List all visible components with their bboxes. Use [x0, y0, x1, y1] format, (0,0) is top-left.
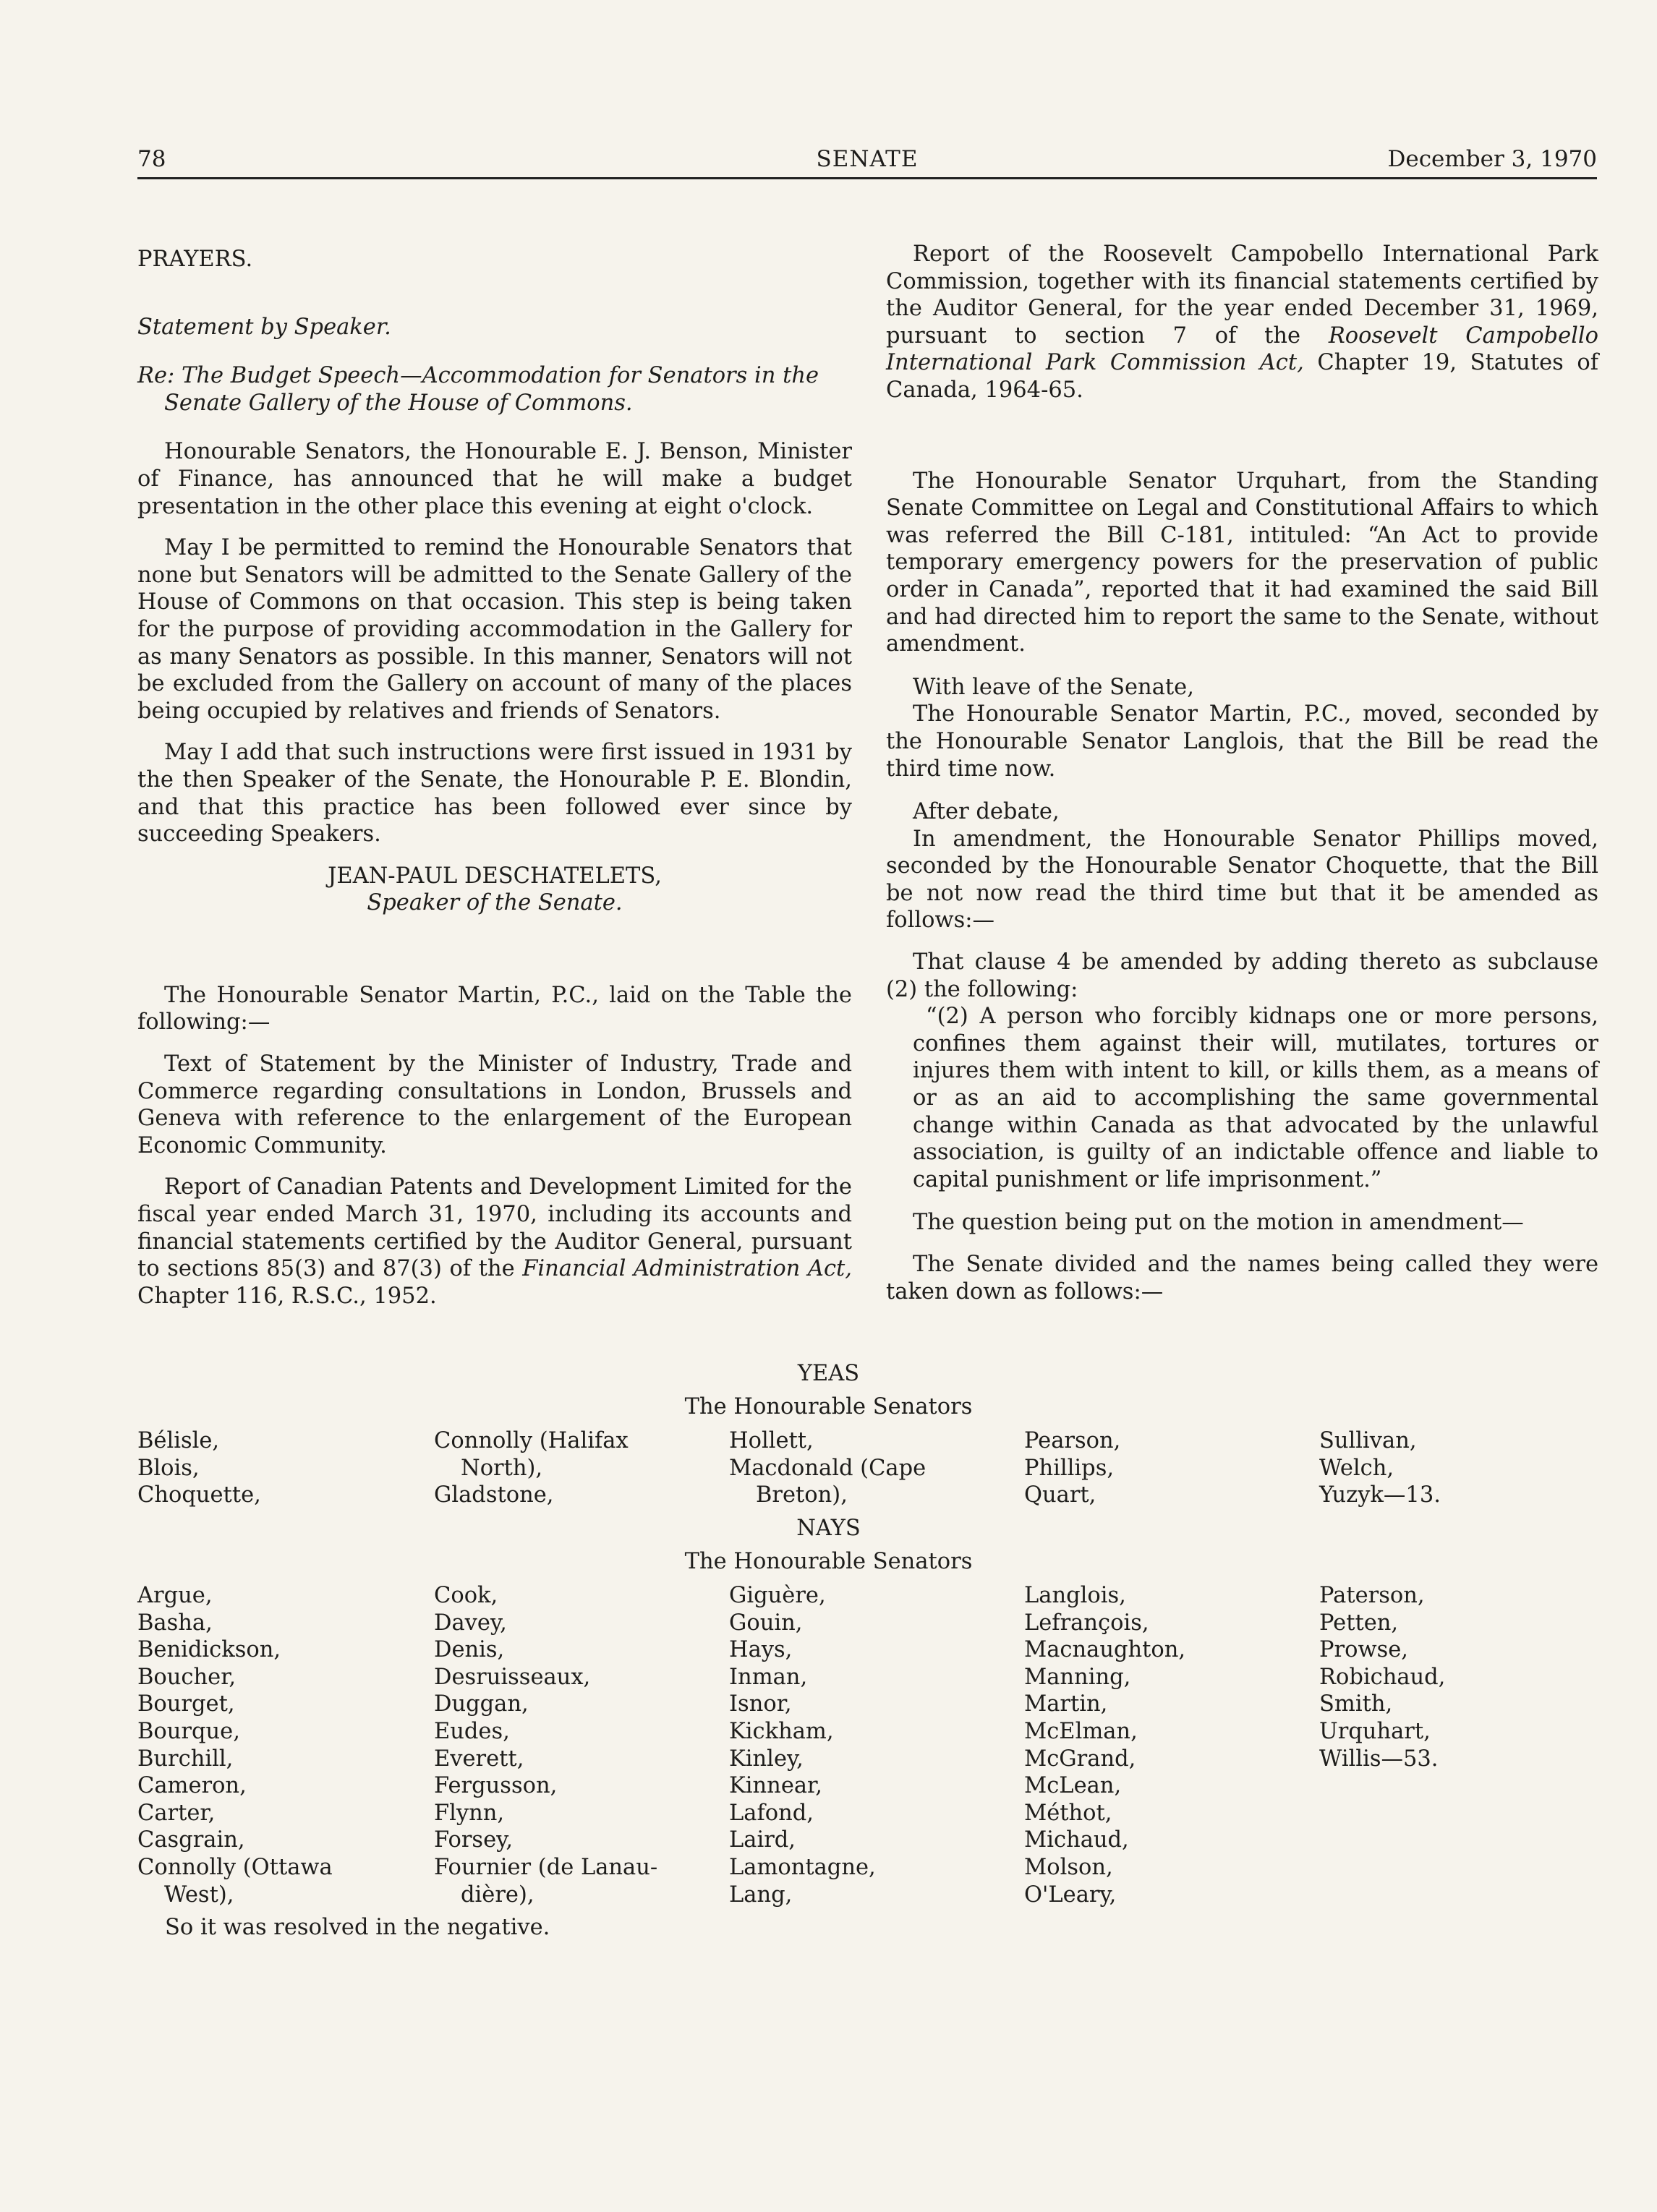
act-name: Roosevelt Campobello International Park Commission Act,	[886, 323, 1598, 376]
yeas-subheading: The Honourable Senators	[684, 1394, 973, 1419]
senator-name: Fournier (de Lanau-	[434, 1854, 658, 1880]
senator-name: Yuzyk—13.	[1319, 1482, 1441, 1508]
paragraph	[886, 241, 1598, 404]
paragraph: That clause 4 be amended by adding thereto as subclause (2) the following:	[886, 949, 1598, 1002]
senator-name: Basha,	[137, 1610, 213, 1636]
senator-name: Petten,	[1319, 1610, 1399, 1636]
paragraph	[137, 1174, 852, 1310]
nays-column	[729, 1582, 1018, 1908]
senator-name: Breton),	[756, 1482, 848, 1508]
senator-name: Quart,	[1024, 1482, 1096, 1508]
senator-name: Lefrançois,	[1024, 1610, 1149, 1636]
senator-name: Langlois,	[1024, 1583, 1126, 1608]
senator-name: Eudes,	[434, 1718, 510, 1744]
yeas-heading: YEAS	[797, 1361, 860, 1386]
senator-name: Cameron,	[137, 1773, 247, 1799]
paragraph: Honourable Senators, the Honourable E. J. Benson, Minister of Finance, has announced that he will make a budget presentation in the other place this evening at eight o'clock.	[137, 439, 852, 519]
senator-name: Lafond,	[729, 1800, 814, 1826]
senator-name: Davey,	[434, 1610, 507, 1636]
senator-name: Gouin,	[729, 1610, 803, 1636]
senator-name: Inman,	[729, 1664, 808, 1690]
paragraph: The Honourable Senator Martin, P.C., moved, seconded by the Honourable Senator Langlois, that the Bill be read the third time now.	[886, 701, 1598, 782]
yeas-column	[434, 1427, 723, 1509]
left-column	[137, 246, 852, 1310]
senator-name: McElman,	[1024, 1718, 1138, 1744]
header-rule	[137, 177, 1597, 179]
senator-name: Welch,	[1319, 1455, 1394, 1481]
senator-name: Hays,	[729, 1637, 793, 1663]
senator-name: Lang,	[729, 1882, 793, 1908]
senator-name: Fergusson,	[434, 1773, 558, 1799]
senator-name: Benidickson,	[137, 1637, 281, 1663]
nays-subheading: The Honourable Senators	[684, 1549, 973, 1574]
paragraph: The question being put on the motion in amendment—	[913, 1210, 1524, 1236]
paragraph: After debate,	[913, 799, 1060, 825]
senator-name: Choquette,	[137, 1482, 261, 1508]
senator-name: Urquhart,	[1319, 1718, 1431, 1744]
paragraph: May I be permitted to remind the Honourable Senators that none but Senators will be admitted to the Senate Gallery of the House of Commons on that occasion. This step is being taken for the purpose of providing accommodation in the Gallery for as many Senators as possible. In this manner, Senators will not be excluded from the Gallery on account of many of the places being occupied by relatives and friends of Senators.	[137, 535, 852, 724]
nays-column	[1024, 1582, 1313, 1908]
prayers-heading: PRAYERS.	[137, 247, 253, 272]
paragraph-text: Report of Canadian Patents and Development Limited for the fiscal year ended March 31, 1970, including its accounts and financial statements certified by the Auditor General, pursuant to sections 85(3) and 87(3) of the	[137, 1174, 852, 1282]
signature-title: Speaker of the Senate.	[367, 890, 623, 916]
nays-column	[1319, 1582, 1609, 1772]
senator-name: West),	[164, 1882, 234, 1908]
senator-name: Sullivan,	[1319, 1428, 1417, 1453]
senator-name: Macdonald (Cape	[729, 1455, 927, 1481]
senator-name: Desruisseaux,	[434, 1664, 591, 1690]
senator-name: Casgrain,	[137, 1827, 245, 1853]
senator-name: Bourget,	[137, 1691, 235, 1717]
nays-column	[137, 1582, 427, 1908]
paragraph: May I add that such instructions were first issued in 1931 by the then Speaker of the Senate, the Honourable P. E. Blondin, and that this practice has been followed ever since by succeeding Speakers.	[137, 740, 852, 847]
paragraph: In amendment, the Honourable Senator Phillips moved, seconded by the Honourable Senator Choquette, that the Bill be not now read the third time but that it be amended as follows:—	[886, 826, 1598, 934]
senator-name: Burchill,	[137, 1746, 234, 1772]
senator-name: McLean,	[1024, 1773, 1122, 1799]
senator-name: Connolly (Ottawa	[137, 1854, 333, 1880]
senator-name: Laird,	[729, 1827, 796, 1853]
yeas-column	[137, 1427, 427, 1509]
senator-name: Pearson,	[1024, 1428, 1121, 1453]
paragraph: Text of Statement by the Minister of Industry, Trade and Commerce regarding consultations in London, Brussels and Geneva with reference to the enlargement of the European Economic Community.	[137, 1051, 852, 1158]
senator-name: Kinley,	[729, 1746, 804, 1772]
senator-name: Méthot,	[1024, 1800, 1112, 1826]
senator-name: Hollett,	[729, 1428, 814, 1453]
senator-name: O'Leary,	[1024, 1882, 1117, 1908]
senator-name: Bourque,	[137, 1718, 240, 1744]
senator-name: Willis—53.	[1319, 1746, 1439, 1772]
page-title: SENATE	[816, 146, 919, 172]
senator-name: Argue,	[137, 1583, 213, 1608]
senator-name: Macnaughton,	[1024, 1637, 1186, 1663]
senator-name: Denis,	[434, 1637, 505, 1663]
senator-name: Duggan,	[434, 1691, 529, 1717]
senator-name: Connolly (Halifax	[434, 1428, 629, 1453]
senator-name: Robichaud,	[1319, 1664, 1446, 1690]
quoted-amendment	[886, 1003, 1598, 1193]
senator-name: Martin,	[1024, 1691, 1108, 1717]
senator-name: Cook,	[434, 1583, 498, 1608]
yeas-column	[1319, 1427, 1609, 1509]
yeas-column	[729, 1427, 1018, 1509]
nays-column	[434, 1582, 723, 1908]
senator-name: Forsey,	[434, 1827, 514, 1853]
paragraph: With leave of the Senate,	[913, 674, 1194, 700]
quote-text: “(2) A person who forcibly kidnaps one or more persons, confines them against their will, mutilates, tortures or injures them with intent to kill, or kills them, as a means of or as an aid to accomplishing the same governmental change within Canada as that advocated by the unlawful association, is guilty of an indictable offence and liable to capital punishment or life imprisonment.”	[913, 1004, 1598, 1192]
paragraph-text: Chapter 19, Statutes of Canada, 1964-65.	[886, 350, 1598, 403]
senator-name: Phillips,	[1024, 1455, 1115, 1481]
senator-name: Kickham,	[729, 1718, 834, 1744]
senator-name: Michaud,	[1024, 1827, 1129, 1853]
paragraph-text: Chapter 116, R.S.C., 1952.	[137, 1283, 437, 1309]
nays-heading: NAYS	[796, 1516, 861, 1541]
senator-name: Manning,	[1024, 1664, 1131, 1690]
senator-name: Carter,	[137, 1800, 216, 1826]
senator-name: Flynn,	[434, 1800, 505, 1826]
senator-name: Bélisle,	[137, 1428, 220, 1453]
re-line: Re: The Budget Speech—Accommodation for Senators in the Senate Gallery of the House of Commons.	[137, 363, 819, 416]
senator-name: McGrand,	[1024, 1746, 1136, 1772]
page-date: December 3, 1970	[1387, 146, 1597, 172]
senator-name: Smith,	[1319, 1691, 1393, 1717]
signature-name: JEAN-PAUL DESCHATELETS,	[328, 863, 662, 889]
senator-name: Lamontagne,	[729, 1854, 876, 1880]
senator-name: North),	[461, 1455, 543, 1481]
page-header	[137, 145, 1597, 178]
senator-name: Isnor,	[729, 1691, 792, 1717]
yeas-column	[1024, 1427, 1313, 1509]
senator-name: Prowse,	[1319, 1637, 1408, 1663]
senator-name: dière),	[461, 1882, 534, 1908]
senator-name: Blois,	[137, 1455, 200, 1481]
paragraph: The Honourable Senator Martin, P.C., laid on the Table the following:—	[137, 982, 852, 1035]
act-name: Financial Administration Act,	[522, 1256, 852, 1282]
senator-name: Molson,	[1024, 1854, 1113, 1880]
senator-name: Kinnear,	[729, 1773, 822, 1799]
senator-name: Giguère,	[729, 1583, 826, 1608]
senator-name: Boucher,	[137, 1664, 237, 1690]
closing-line: So it was resolved in the negative.	[165, 1915, 550, 1940]
statement-heading: Statement by Speaker.	[137, 314, 391, 340]
senator-name: Paterson,	[1319, 1583, 1425, 1608]
paragraph: The Senate divided and the names being called they were taken down as follows:—	[886, 1252, 1598, 1304]
paragraph-text: Report of the Roosevelt Campobello International Park Commission, together with its financial statements certified by the Auditor General, for the year ended December 31, 1969, pursuant to section 7 of the	[886, 242, 1598, 349]
senator-name: Everett,	[434, 1746, 524, 1772]
page-number: 78	[137, 146, 166, 172]
paragraph: The Honourable Senator Urquhart, from the Standing Senate Committee on Legal and Constitutional Affairs to which was referred the Bill C-181, intituled: “An Act to provide temporary emergency powers for the preservation of public order in Canada”, reported that it had examined the said Bill and had directed him to report the same to the Senate, without amendment.	[886, 468, 1598, 657]
senator-name: Gladstone,	[434, 1482, 554, 1508]
right-column	[886, 241, 1598, 1305]
